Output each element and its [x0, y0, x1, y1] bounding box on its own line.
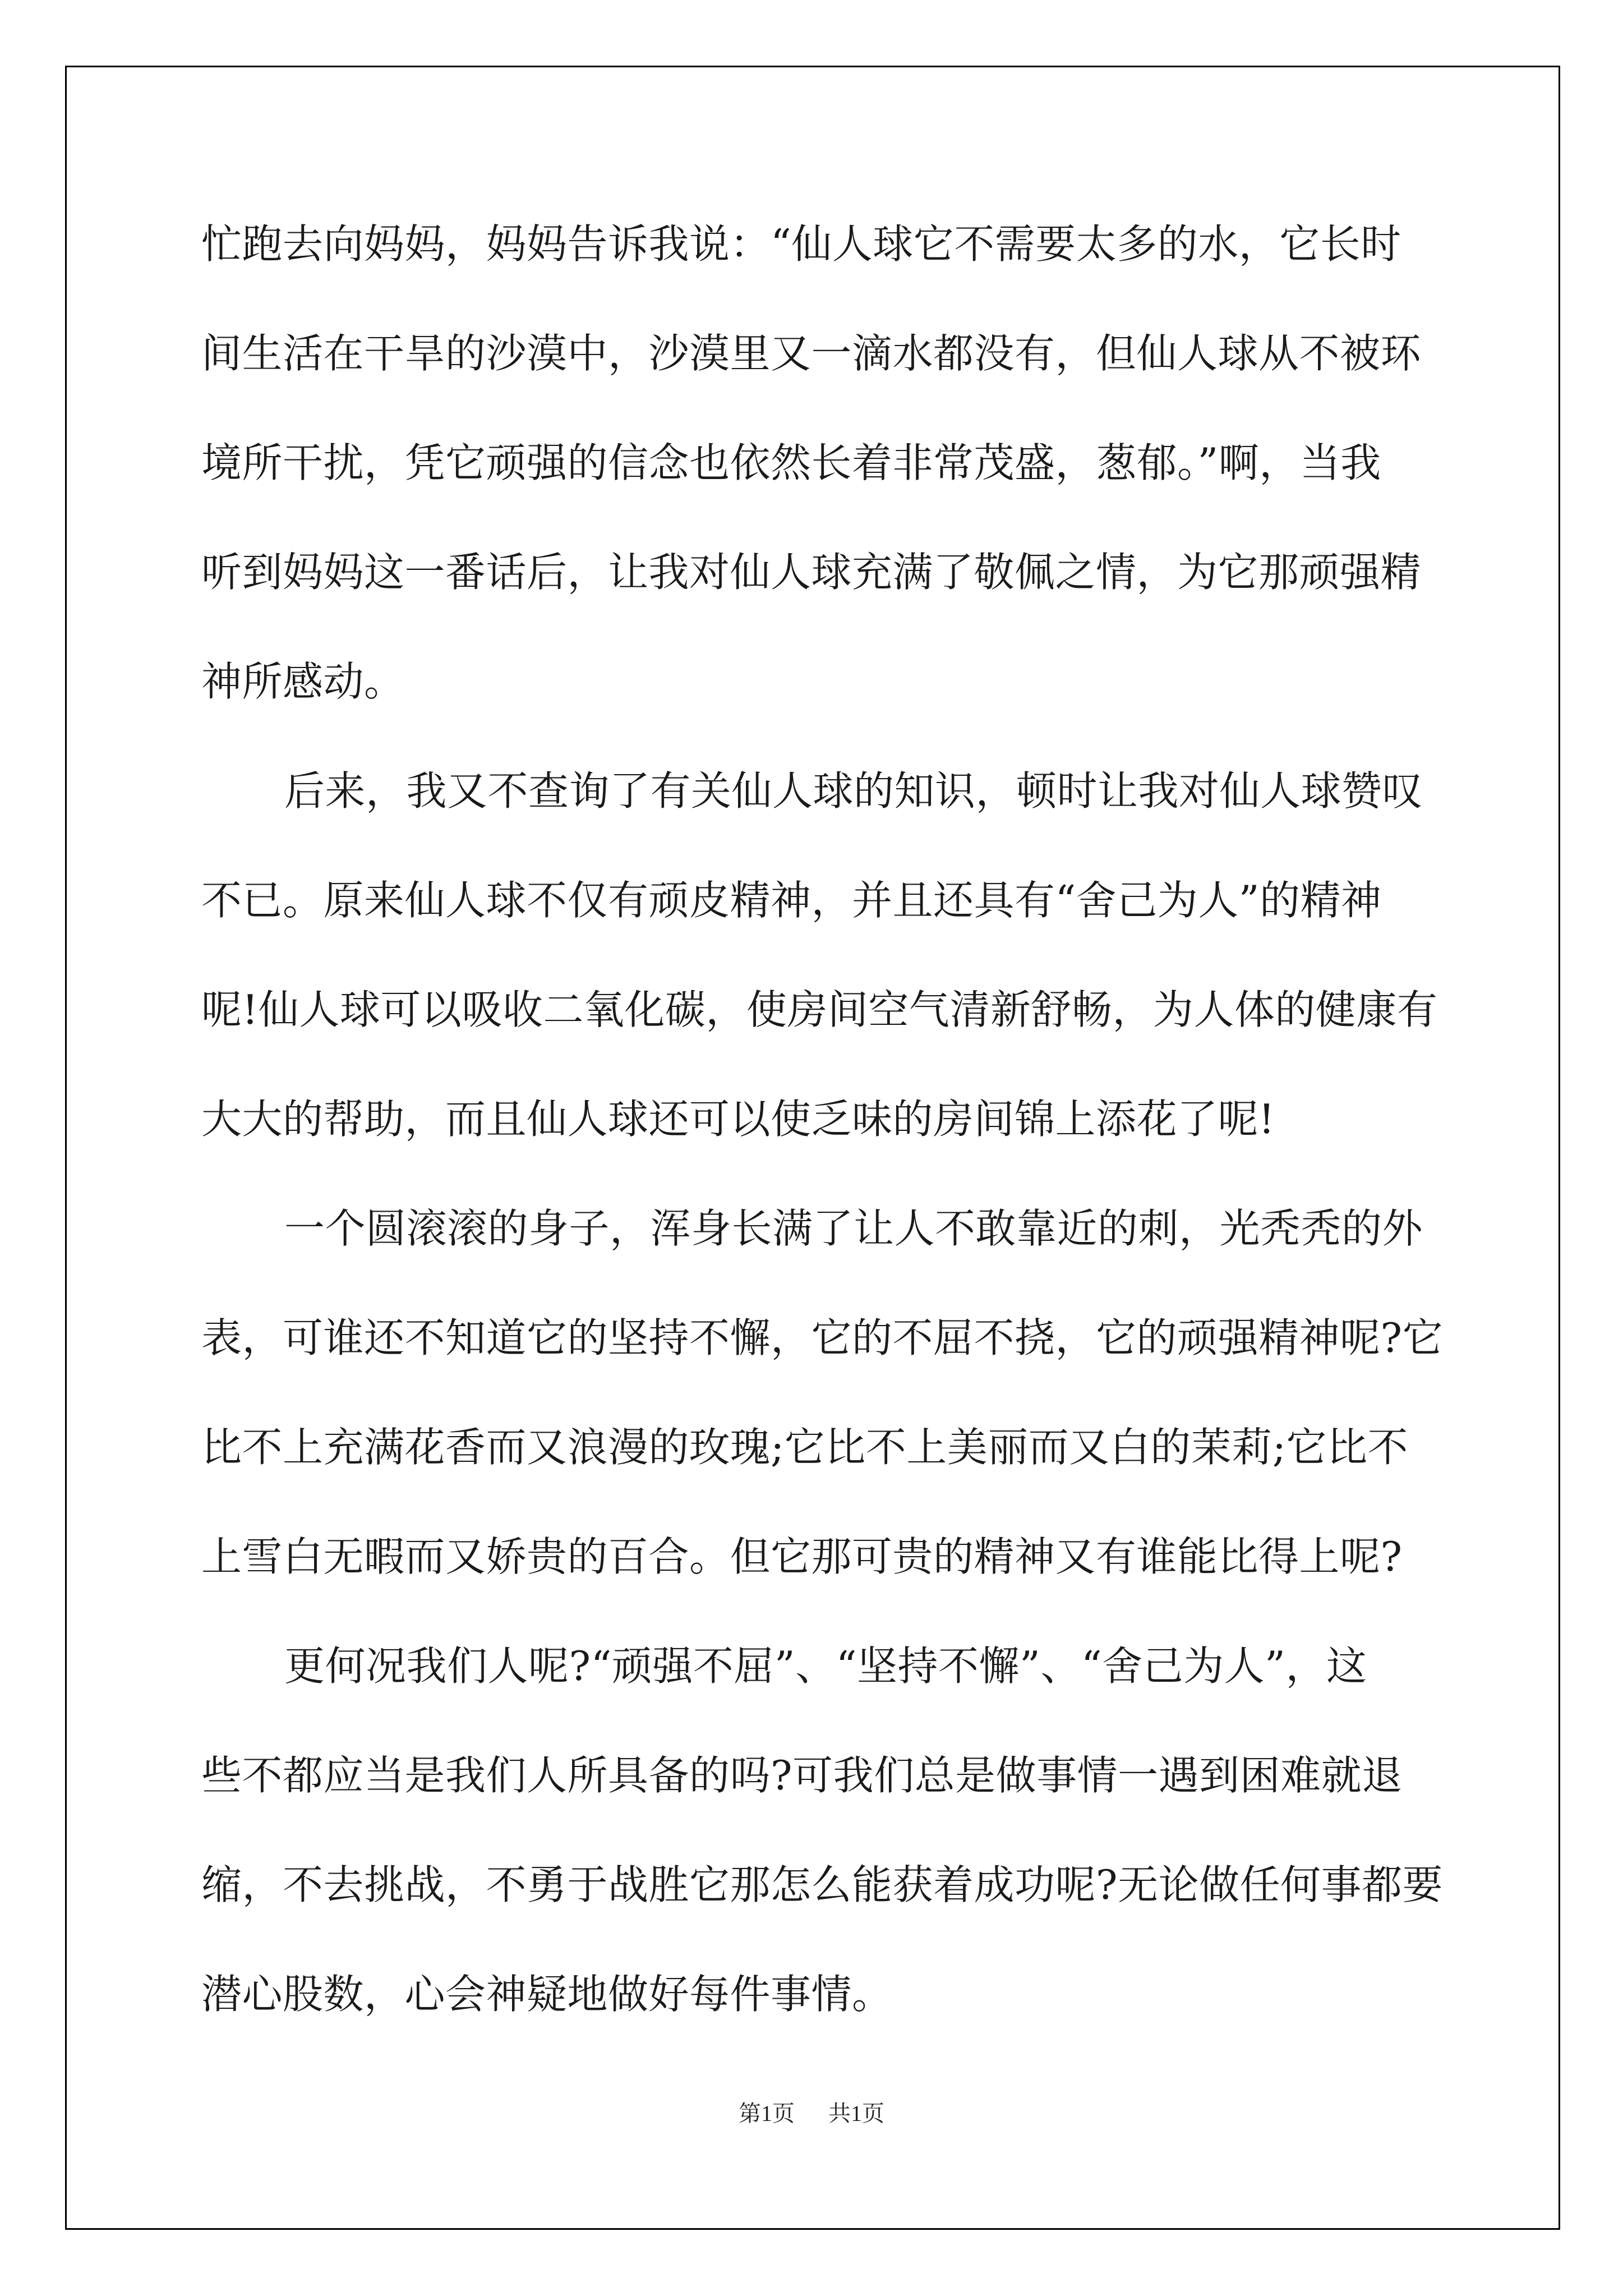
text-line: 大大的帮助，而且仙人球还可以使乏味的房间锦上添花了呢! [201, 1096, 1275, 1143]
text-line: 后来，我又不查询了有关仙人球的知识，顿时让我对仙人球赞叹 [284, 767, 1423, 815]
text-line: 不已。原来仙人球不仅有顽皮精神，并且还具有“舍己为人”的精神 [201, 877, 1382, 924]
text-line: 表，可谁还不知道它的坚持不懈，它的不屈不挠，它的顽强精神呢?它 [201, 1314, 1444, 1361]
text-line: 忙跑去向妈妈，妈妈告诉我说：“仙人球它不需要太多的水，它长时 [201, 220, 1401, 268]
page-footer [0, 2096, 1623, 2128]
text-line: 些不都应当是我们人所具备的吗?可我们总是做事情一遇到困难就退 [201, 1752, 1403, 1799]
text-line: 听到妈妈这一番话后，让我对仙人球充满了敬佩之情，为它那顽强精 [201, 549, 1422, 596]
text-line: 上雪白无暇而又娇贵的百合。但它那可贵的精神又有谁能比得上呢? [201, 1533, 1403, 1580]
text-line: 更何况我们人呢?“顽强不屈”、“坚持不懈”、“舍己为人”，这 [284, 1642, 1367, 1690]
text-line: 间生活在干旱的沙漠中，沙漠里又一滴水都没有，但仙人球从不被环 [201, 330, 1422, 377]
page-number: 第1页 [739, 2101, 795, 2126]
text-line: 比不上充满花香而又浪漫的玫瑰;它比不上美丽而又白的茉莉;它比不 [201, 1424, 1409, 1471]
text-line: 一个圆滚滚的身子，浑身长满了让人不敢靠近的刺，光秃秃的外 [284, 1205, 1423, 1252]
text-line: 境所干扰，凭它顽强的信念也依然长着非常茂盛，葱郁。”啊，当我 [201, 439, 1381, 486]
document-body [201, 216, 1444, 2076]
text-line: 呢!仙人球可以吸收二氧化碳，使房间空气清新舒畅，为人体的健康有 [201, 986, 1438, 1033]
text-line: 神所感动。 [201, 658, 405, 705]
text-line: 缩，不去挑战，不勇于战胜它那怎么能获着成功呢?无论做任何事都要 [201, 1861, 1444, 1908]
page-total: 共1页 [828, 2101, 884, 2126]
text-line: 潜心股数，心会神疑地做好每件事情。 [201, 1971, 893, 2018]
